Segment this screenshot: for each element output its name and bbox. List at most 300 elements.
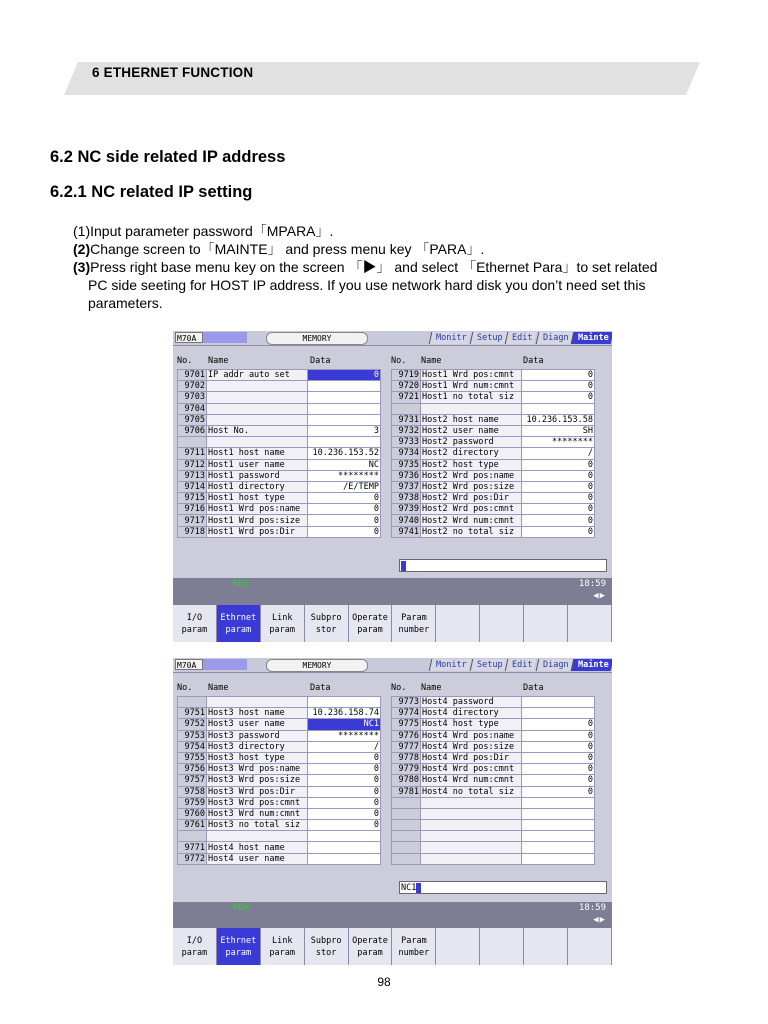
param-value[interactable]: / [522, 448, 595, 459]
menu-keys [173, 928, 612, 965]
menu-key[interactable] [261, 605, 305, 642]
param-number: 9716 [178, 504, 207, 515]
menu-key[interactable] [392, 605, 436, 642]
menu-key[interactable] [261, 928, 305, 965]
param-row[interactable] [178, 470, 381, 481]
param-row[interactable] [178, 786, 381, 797]
param-name [421, 808, 522, 819]
param-number [178, 697, 207, 708]
param-row[interactable] [392, 719, 595, 730]
menu-key[interactable] [480, 605, 524, 642]
param-value[interactable]: ******** [522, 437, 595, 448]
param-row[interactable] [392, 786, 595, 797]
param-name [421, 797, 522, 808]
param-row[interactable] [392, 842, 595, 853]
menu-key-line2: stor [315, 625, 337, 635]
param-row[interactable] [178, 448, 381, 459]
param-name: Host4 host type [421, 719, 522, 730]
param-number [392, 403, 421, 414]
menu-key[interactable] [349, 928, 393, 965]
param-row[interactable] [392, 764, 595, 775]
input-cursor [416, 883, 421, 893]
tab-setup[interactable] [469, 332, 506, 344]
param-row[interactable] [392, 708, 595, 719]
param-value[interactable]: 0 [522, 493, 595, 504]
param-row[interactable] [178, 515, 381, 526]
param-value[interactable]: 3 [308, 425, 381, 436]
param-row[interactable] [392, 370, 595, 381]
param-value[interactable] [308, 414, 381, 425]
param-row[interactable] [178, 752, 381, 763]
param-row[interactable] [178, 403, 381, 414]
param-name: Host1 Wrd pos:Dir [207, 526, 308, 537]
param-row[interactable] [178, 797, 381, 808]
param-name: Host2 password [421, 437, 522, 448]
param-value[interactable] [308, 831, 381, 842]
param-value[interactable]: 0 [522, 775, 595, 786]
tab-label: Monitr [435, 660, 467, 670]
step-3-cont: PC side seeting for HOST IP address. If you use network hard disk you don’t need set this [88, 277, 646, 293]
param-value[interactable] [308, 381, 381, 392]
param-row[interactable] [392, 493, 595, 504]
menu-key-line2: number [398, 625, 430, 635]
param-value[interactable] [522, 820, 595, 831]
param-number: 9781 [392, 786, 421, 797]
param-name: Host2 Wrd pos:cmnt [421, 504, 522, 515]
param-name: Host3 Wrd num:cmnt [207, 808, 308, 819]
param-row[interactable] [392, 526, 595, 537]
param-name: Host1 directory [207, 481, 308, 492]
param-row[interactable] [392, 459, 595, 470]
param-value[interactable]: 0 [308, 775, 381, 786]
param-value[interactable]: 0 [522, 381, 595, 392]
step-text: Press right base menu key on the screen 「▶」 and select 「Ethernet Para」to set related [90, 259, 658, 275]
menu-key[interactable] [173, 928, 217, 965]
steps-list [73, 222, 733, 312]
param-name: IP addr auto set [207, 370, 308, 381]
menu-key[interactable] [173, 605, 217, 642]
param-value[interactable] [522, 797, 595, 808]
param-value[interactable] [522, 403, 595, 414]
param-number: 9720 [392, 381, 421, 392]
param-value[interactable] [308, 403, 381, 414]
param-name: Host2 directory [421, 448, 522, 459]
param-row[interactable] [392, 392, 595, 403]
tab-label: Setup [476, 333, 503, 343]
input-field[interactable] [399, 559, 607, 572]
menu-key[interactable] [568, 605, 612, 642]
operation-mode: MEMORY [266, 332, 368, 345]
param-number: 9711 [178, 448, 207, 459]
param-table-left [177, 369, 381, 538]
param-number: 9758 [178, 786, 207, 797]
tab-label: Mainte [578, 660, 609, 670]
param-name [207, 697, 308, 708]
tab-label: Monitr [435, 333, 467, 343]
menu-key-line2: param [269, 625, 296, 635]
param-number: 9721 [392, 392, 421, 403]
param-row[interactable] [178, 481, 381, 492]
param-name: Host4 Wrd pos:Dir [421, 752, 522, 763]
menu-key[interactable] [305, 928, 349, 965]
param-row[interactable] [392, 808, 595, 819]
param-name: Host4 Wrd num:cmnt [421, 775, 522, 786]
param-number: 9759 [178, 797, 207, 808]
param-row[interactable] [178, 370, 381, 381]
param-value[interactable]: 0 [308, 493, 381, 504]
input-field[interactable] [399, 881, 607, 894]
step-number: (1) [73, 223, 91, 239]
param-name: Host2 user name [421, 425, 522, 436]
param-value[interactable]: 0 [522, 786, 595, 797]
param-name: Host4 user name [207, 853, 308, 864]
param-number: 9775 [392, 719, 421, 730]
param-row[interactable] [178, 719, 381, 730]
param-value[interactable]: 0 [522, 470, 595, 481]
param-number: 9735 [392, 459, 421, 470]
param-value[interactable]: 0 [522, 526, 595, 537]
param-name: Host2 Wrd pos:name [421, 470, 522, 481]
param-name: Host2 Wrd num:cmnt [421, 515, 522, 526]
param-value[interactable]: 0 [308, 808, 381, 819]
param-name: Host No. [207, 425, 308, 436]
param-row[interactable] [178, 775, 381, 786]
param-number: 9718 [178, 526, 207, 537]
param-value[interactable] [308, 853, 381, 864]
step-text: Input parameter password「MPARA」. [90, 223, 334, 239]
param-row[interactable] [392, 730, 595, 741]
clock: 18:59 [578, 579, 606, 589]
menu-key-line2: param [357, 948, 383, 958]
tab-diagn[interactable] [535, 659, 572, 671]
menu-key-line1: Param [401, 936, 427, 946]
param-name [207, 831, 308, 842]
param-row[interactable] [178, 842, 381, 853]
param-row[interactable] [178, 697, 381, 708]
param-table-left [177, 696, 381, 865]
param-value[interactable]: 0 [308, 797, 381, 808]
heading-6-2: 6.2 NC side related IP address [50, 148, 286, 166]
param-row[interactable] [392, 403, 595, 414]
param-value[interactable]: 0 [522, 370, 595, 381]
mode-indicator [203, 659, 247, 670]
param-name: Host2 Wrd pos:size [421, 481, 522, 492]
screen-tabs [429, 659, 612, 671]
param-number: 9753 [178, 730, 207, 741]
param-row[interactable] [178, 526, 381, 537]
param-number [178, 437, 207, 448]
param-value[interactable]: 0 [522, 730, 595, 741]
param-row[interactable] [392, 820, 595, 831]
param-number: 9702 [178, 381, 207, 392]
param-table-right [391, 369, 595, 538]
param-name: Host4 directory [421, 708, 522, 719]
param-row[interactable] [392, 425, 595, 436]
ready-status: RDY [233, 903, 250, 913]
page-arrows-icon[interactable]: ◀▶ [593, 915, 606, 925]
tab-monitr[interactable] [429, 332, 471, 344]
param-value[interactable]: 0 [522, 504, 595, 515]
menu-key[interactable] [524, 605, 568, 642]
param-name [207, 414, 308, 425]
param-row[interactable] [178, 808, 381, 819]
menu-key-line1: I/O [186, 936, 203, 946]
menu-key-line2: stor [315, 948, 337, 958]
param-row[interactable] [178, 437, 381, 448]
param-row[interactable] [178, 730, 381, 741]
param-value[interactable]: SH [522, 425, 595, 436]
menu-key-line2: param [181, 948, 208, 958]
param-row[interactable] [392, 775, 595, 786]
menu-key-line2: param [225, 948, 252, 958]
param-number: 9761 [178, 820, 207, 831]
param-row[interactable] [178, 493, 381, 504]
menu-key-line1: Link [271, 613, 293, 623]
column-header-no: No. [391, 683, 407, 693]
param-value[interactable]: ******** [308, 470, 381, 481]
title-bar [173, 331, 612, 346]
input-value: NC1 [401, 883, 417, 893]
screen-tabs [429, 332, 612, 344]
menu-key[interactable] [217, 928, 261, 965]
param-row[interactable] [392, 381, 595, 392]
param-value[interactable]: 10.236.153.52 [308, 448, 381, 459]
param-value[interactable] [522, 697, 595, 708]
param-value[interactable] [522, 853, 595, 864]
status-bar [173, 902, 612, 930]
param-row[interactable] [178, 708, 381, 719]
tab-mainte[interactable] [571, 332, 612, 344]
param-number: 9778 [392, 752, 421, 763]
column-header-no: No. [177, 683, 193, 693]
param-name: Host1 Wrd pos:size [207, 515, 308, 526]
menu-key[interactable] [524, 928, 568, 965]
param-value[interactable]: 10.236.158.74 [308, 708, 381, 719]
param-name: Host1 Wrd pos:name [207, 504, 308, 515]
param-number [392, 842, 421, 853]
column-header-data: Data [523, 356, 544, 366]
page-number: 98 [377, 975, 391, 989]
tab-label: Edit [512, 333, 533, 343]
param-row[interactable] [392, 504, 595, 515]
param-number: 9733 [392, 437, 421, 448]
param-row[interactable] [178, 764, 381, 775]
tab-edit[interactable] [505, 332, 537, 344]
param-number: 9732 [392, 425, 421, 436]
menu-key[interactable] [305, 605, 349, 642]
step-number: (3) [73, 259, 91, 275]
param-value[interactable]: 0 [522, 741, 595, 752]
page-arrows-icon[interactable]: ◀▶ [593, 591, 606, 601]
menu-key[interactable] [480, 928, 524, 965]
column-header-no: No. [391, 356, 407, 366]
menu-key[interactable] [436, 928, 480, 965]
param-value[interactable]: 0 [522, 392, 595, 403]
param-row[interactable] [392, 448, 595, 459]
tab-edit[interactable] [505, 659, 537, 671]
param-row[interactable] [392, 752, 595, 763]
param-value[interactable]: 0 [522, 764, 595, 775]
tab-label: Diagn [542, 660, 569, 670]
title-bar [173, 658, 612, 673]
step-number: (2) [73, 241, 91, 257]
param-name: Host4 password [421, 697, 522, 708]
ready-status: RDY [233, 579, 250, 589]
param-row[interactable] [392, 470, 595, 481]
param-number: 9737 [392, 481, 421, 492]
param-value[interactable]: 0 [522, 515, 595, 526]
param-name: Host2 Wrd pos:Dir [421, 493, 522, 504]
param-row[interactable] [178, 392, 381, 403]
tab-label: Diagn [542, 333, 569, 343]
param-number: 9705 [178, 414, 207, 425]
section-header: 6 ETHERNET FUNCTION [92, 65, 254, 80]
param-name: Host1 host name [207, 448, 308, 459]
tab-diagn[interactable] [535, 332, 572, 344]
param-number: 9752 [178, 719, 207, 730]
column-header-name: Name [421, 683, 442, 693]
param-value[interactable]: 0 [308, 515, 381, 526]
param-row[interactable] [392, 437, 595, 448]
param-row[interactable] [178, 425, 381, 436]
param-row[interactable] [392, 414, 595, 425]
param-value[interactable]: 0 [308, 526, 381, 537]
tab-mainte[interactable] [571, 659, 612, 671]
step-3 [73, 258, 733, 276]
param-number: 9755 [178, 752, 207, 763]
operation-mode: MEMORY [266, 659, 368, 672]
param-row[interactable] [392, 697, 595, 708]
param-name: Host1 host type [207, 493, 308, 504]
tab-label: Setup [476, 660, 503, 670]
param-name [421, 831, 522, 842]
menu-key-line1: Ethrnet [220, 613, 257, 623]
param-row[interactable] [392, 853, 595, 864]
param-value[interactable]: 0 [522, 719, 595, 730]
param-number: 9712 [178, 459, 207, 470]
param-value[interactable] [522, 708, 595, 719]
param-row[interactable] [392, 481, 595, 492]
menu-key[interactable] [217, 605, 261, 642]
param-value[interactable]: 0 [308, 370, 381, 381]
tab-label: Mainte [578, 333, 609, 343]
column-header-name: Name [421, 356, 442, 366]
param-number [178, 831, 207, 842]
menu-key[interactable] [392, 928, 436, 965]
param-name: Host4 Wrd pos:cmnt [421, 764, 522, 775]
menu-key[interactable] [349, 605, 393, 642]
param-row[interactable] [178, 504, 381, 515]
param-row[interactable] [178, 414, 381, 425]
param-row[interactable] [178, 831, 381, 842]
param-value[interactable] [522, 808, 595, 819]
param-name: Host1 Wrd num:cmnt [421, 381, 522, 392]
param-row[interactable] [178, 459, 381, 470]
param-name [421, 403, 522, 414]
menu-key-line1: Operate [352, 936, 388, 946]
menu-keys [173, 605, 612, 642]
param-value[interactable]: 10.236.153.58 [522, 414, 595, 425]
param-name: Host1 password [207, 470, 308, 481]
tab-monitr[interactable] [429, 659, 471, 671]
menu-key-line2: param [269, 948, 296, 958]
menu-key-line2: param [357, 625, 383, 635]
param-name: Host3 no total siz [207, 820, 308, 831]
param-row[interactable] [178, 853, 381, 864]
param-value[interactable]: 0 [522, 481, 595, 492]
column-header-data: Data [310, 356, 331, 366]
param-value[interactable]: 0 [308, 820, 381, 831]
param-number: 9734 [392, 448, 421, 459]
menu-key-line2: param [181, 625, 208, 635]
menu-key-line1: Param [401, 613, 427, 623]
column-header-no: No. [177, 356, 193, 366]
param-name: Host2 host type [421, 459, 522, 470]
param-number: 9739 [392, 504, 421, 515]
param-value[interactable] [522, 831, 595, 842]
param-value[interactable]: NC1 [308, 719, 381, 730]
param-number: 9756 [178, 764, 207, 775]
param-name: Host4 Wrd pos:name [421, 730, 522, 741]
param-value[interactable]: ******** [308, 730, 381, 741]
param-value[interactable]: NC [308, 459, 381, 470]
param-number: 9738 [392, 493, 421, 504]
param-value[interactable] [308, 437, 381, 448]
tab-setup[interactable] [469, 659, 506, 671]
menu-key-line1: Operate [352, 613, 388, 623]
param-number: 9771 [178, 842, 207, 853]
cnc-screen-ethernet-param-1 [173, 331, 612, 642]
param-row[interactable] [392, 741, 595, 752]
param-row[interactable] [178, 820, 381, 831]
param-value[interactable] [308, 697, 381, 708]
param-name: Host3 password [207, 730, 308, 741]
model-label: M70A [175, 659, 203, 670]
param-value[interactable]: 0 [308, 786, 381, 797]
param-table-right [391, 696, 595, 865]
param-row[interactable] [178, 381, 381, 392]
tab-label: Edit [512, 660, 533, 670]
param-row[interactable] [392, 831, 595, 842]
menu-key[interactable] [568, 928, 612, 965]
param-value[interactable]: 0 [522, 459, 595, 470]
param-value[interactable]: 0 [522, 752, 595, 763]
param-number: 9751 [178, 708, 207, 719]
step-1 [73, 222, 733, 240]
param-value[interactable]: /E/TEMP [308, 481, 381, 492]
param-name: Host3 Wrd pos:cmnt [207, 797, 308, 808]
param-name: Host4 no total siz [421, 786, 522, 797]
menu-key[interactable] [436, 605, 480, 642]
param-row[interactable] [178, 741, 381, 752]
param-value[interactable] [522, 842, 595, 853]
param-value[interactable]: 0 [308, 764, 381, 775]
param-row[interactable] [392, 797, 595, 808]
param-number: 9780 [392, 775, 421, 786]
step-2 [73, 240, 733, 258]
param-value[interactable]: 0 [308, 752, 381, 763]
param-value[interactable]: 0 [308, 504, 381, 515]
param-number [392, 808, 421, 819]
param-row[interactable] [392, 515, 595, 526]
param-value[interactable] [308, 842, 381, 853]
param-value[interactable] [308, 392, 381, 403]
param-value[interactable]: / [308, 741, 381, 752]
param-number [392, 831, 421, 842]
param-number: 9715 [178, 493, 207, 504]
param-number: 9706 [178, 425, 207, 436]
step-text: Change screen to「MAINTE」 and press menu key 「PARA」. [90, 241, 485, 257]
